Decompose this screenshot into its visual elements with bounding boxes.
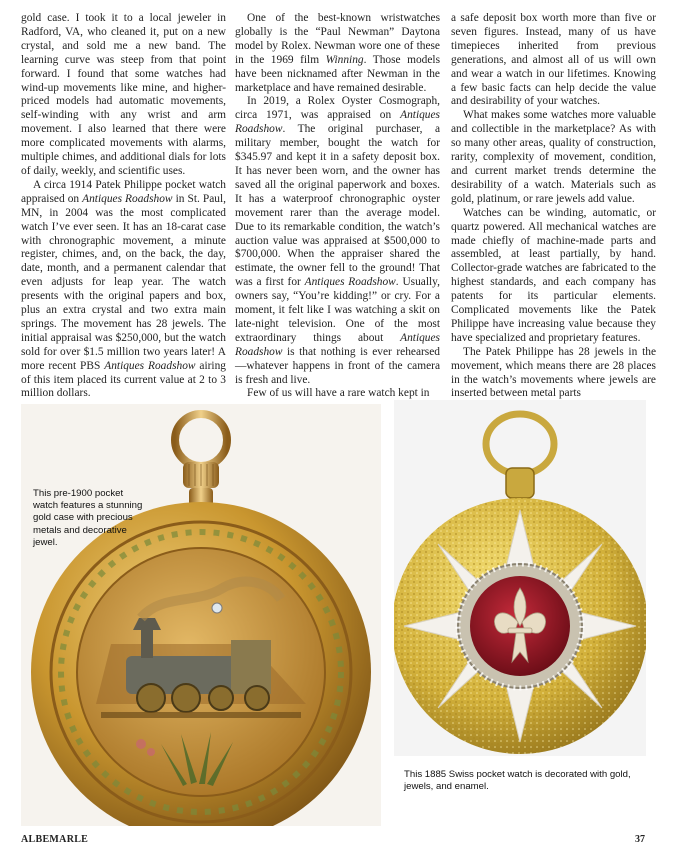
jewel	[212, 603, 222, 613]
article-column-2	[235, 12, 440, 401]
paragraph: In 2019, a Rolex Oyster Cosmograph, circa 1971, was appraised on Antiques Roadshow. The original purchaser, a military member, bought the watch for $345.97 and kept it in a safety deposit box. It has never been worn, and the owner has saved all the original paperwork and boxes. It has a waterproof chronographic oyster movement rarer than the average model. Due to its remarkable condition, the watch’s auction value was appraised at $500,000 to $700,000. When the appraiser shared the estimate, the owner fell to the ground! That was a first for Antiques Roadshow. Usually, owners say, “You’re kidding!” or cry. For a moment, it felt like I was watching a skit on late-night television. One of the most extraordinary things about Antiques Roadshow is that nothing is ever rehearsed—whatever happens in front of the camera is fresh and live.	[235, 95, 440, 386]
photo-caption: This 1885 Swiss pocket watch is decorated with gold, jewels, and enamel.	[404, 769, 631, 793]
photo-caption: This pre-1900 pocket watch features a stunning gold case with precious metals and decorative jewel.	[33, 488, 143, 548]
paragraph: A circa 1914 Patek Philippe pocket watch appraised on Antiques Roadshow in St. Paul, MN, in 2004 was the most complicated watch I’ve ever seen. It has an 18-carat case with chronographic movement, a minute register, chimes, and, on the back, the day, date, month, and a permanent calendar that even adjusts for leap year. The watch presents with the original papers and box, plus an extra crystal and two extra main springs. The movement has 28 jewels. The initial appraisal was $250,000, but the watch sold for over $1.5 million two years later! A more recent PBS Antiques Roadshow airing of this item placed its current value at 2 to 3 million dollars.	[21, 178, 226, 400]
paragraph: The Patek Philippe has 28 jewels in the movement, which means there are 28 places in the watch’s movements where jewels are inserted between metal parts	[451, 345, 656, 400]
paragraph: gold case. I took it to a local jeweler in Radford, VA, who cleaned it, put on a new crystal, and sold me a new band. The learning curve was steep from that point forward. I found that some watches had wind-up movements like mine, and higher-priced models had automatic movements, self-winding with any wrist and arm movement. I also learned that there were more complicated movements with alarms, multiple chimes, and additional dials for lots of daily, weekly, and scientific uses.	[21, 12, 226, 177]
paragraph: a safe deposit box worth more than five or seven figures. Instead, many of us have timepieces inherited from previous generations, and almost all of us will own and wear a watch in our lifetimes. Knowing a few basic facts can help decide the value and desirability of your watches.	[451, 12, 656, 108]
paragraph: One of the best-known wristwatches globally is the “Paul Newman” Daytona model by Rolex. Newman wore one of these in the 1969 film Winning. Those models have been nicknamed after Newman in the marketplace and have remained desirable.	[235, 12, 441, 94]
article-column-1	[21, 12, 226, 401]
article-column-3	[451, 12, 656, 401]
crown	[506, 468, 534, 498]
publication-name: ALBEMARLE	[21, 834, 89, 845]
locomotive-pocket-watch-photo	[21, 404, 381, 826]
page-number: 37	[635, 834, 645, 845]
bow-ring	[175, 414, 227, 466]
paragraph: What makes some watches more valuable and collectible in the marketplace? As with so many other areas, quality of construction, rarity, complexity of movement, condition, and current market trends determine the desirability of a watch. Materials such as gold, platinum, or rare jewels add value.	[451, 109, 656, 205]
bow-ring	[486, 414, 554, 474]
swiss-pocket-watch-photo	[394, 400, 646, 756]
paragraph: Watches can be winding, automatic, or quartz powered. All mechanical watches are made chiefly of machine-made parts and assembled, at least partially, by hand. Collector-grade watches are fabricated to the highest standards, and each company has patents for its particular elements. Complicated movements like the Patek Philippe have increasing value because they have specialized and proprietary features.	[451, 206, 656, 344]
paragraph: Few of us will have a rare watch kept in	[247, 387, 430, 400]
